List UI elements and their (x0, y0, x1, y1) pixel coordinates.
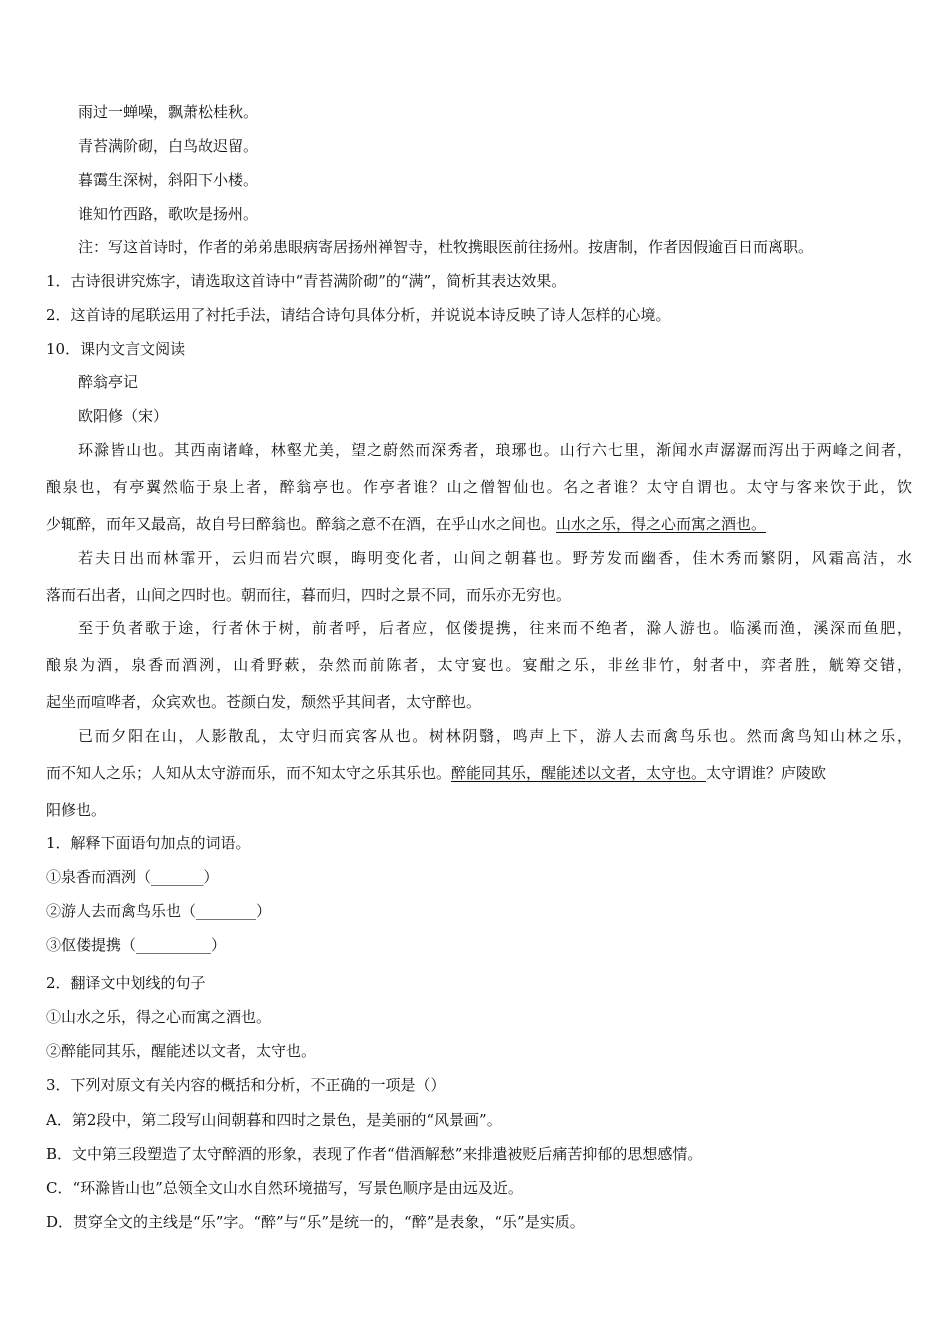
q10-question-3: 3．下列对原文有关内容的概括和分析，不正确的一项是（） (46, 1076, 446, 1094)
poem-line-1: 雨过一蝉噪，飘萧松桂秋。 (78, 103, 259, 121)
para1-line3-text: 少辄醉，而年又最高，故自号曰醉翁也。醉翁之意不在酒，在乎山水之间也。 (46, 515, 557, 533)
essay-title: 醉翁亭记 (78, 373, 139, 391)
underlined-sentence-1: 山水之乐，得之心而寓之酒也。 (556, 515, 767, 533)
para4-line1: 已而夕阳在山，人影散乱，太守归而宾客从也。树林阴翳，鸣声上下，游人去而禽鸟乐也。然而禽鸟知山林之乐， (78, 727, 912, 745)
para1-line1: 环滁皆山也。其西南诸峰，林壑尤美，望之蔚然而深秀者，琅琊也。山行六七里，渐闻水声潺潺而泻出于两峰之间者， (78, 441, 912, 459)
poem-line-2: 青苔满阶砌，白鸟故迟留。 (78, 137, 259, 155)
q10-question-1a: ①泉香而酒洌（_______） (46, 868, 219, 886)
para1-line3 (46, 513, 912, 535)
q10-question-2b: ②醉能同其乐，醒能述以文者，太守也。 (46, 1042, 317, 1060)
para4-line2-tail: 太守谓谁？庐陵欧 (706, 764, 827, 782)
q10-question-2: 2．翻译文中划线的句子 (46, 974, 206, 992)
underlined-sentence-2: 醉能同其乐，醒能述以文者，太守也。 (451, 764, 707, 782)
para3-line3: 起坐而喧哗者，众宾欢也。苍颜白发，颓然乎其间者，太守醉也。 (46, 693, 482, 711)
option-a: A．第2段中，第二段写山间朝暮和四时之景色，是美丽的“风景画”。 (46, 1111, 502, 1129)
q10-question-2a: ①山水之乐，得之心而寓之酒也。 (46, 1008, 272, 1026)
q9-question-1: 1．古诗很讲究炼字，请选取这首诗中“青苔满阶砌”的“满”，简析其表达效果。 (46, 272, 567, 290)
poem-note: 注：写这首诗时，作者的弟弟患眼病寄居扬州禅智寺，杜牧携眼医前往扬州。按唐制，作者因假逾百日而离职。 (78, 238, 814, 256)
option-b: B．文中第三段塑造了太守醉酒的形象，表现了作者“借酒解愁”来排遣被贬后痛苦抑郁的思想感情。 (46, 1145, 703, 1163)
poem-line-3: 暮霭生深树，斜阳下小楼。 (78, 171, 259, 189)
para4-line2 (46, 762, 912, 784)
q9-question-2: 2．这首诗的尾联运用了衬托手法，请结合诗句具体分析，并说说本诗反映了诗人怎样的心境。 (46, 306, 671, 324)
q10-heading: 10．课内文言文阅读 (46, 340, 186, 358)
q10-question-1b: ②游人去而禽鸟乐也（________） (46, 902, 272, 920)
q10-question-1: 1．解释下面语句加点的词语。 (46, 834, 251, 852)
para2-line1: 若夫日出而林霏开，云归而岩穴暝，晦明变化者，山间之朝暮也。野芳发而幽香，佳木秀而繁阴，风霜高洁，水 (78, 549, 912, 567)
option-c: C．“环滁皆山也”总领全文山水自然环境描写，写景色顺序是由远及近。 (46, 1179, 523, 1197)
para3-line2: 酿泉为酒，泉香而酒洌，山肴野蔌，杂然而前陈者，太守宴也。宴酣之乐，非丝非竹，射者中，弈者胜，觥筹交错， (46, 656, 912, 674)
para2-line2: 落而石出者，山间之四时也。朝而往，暮而归，四时之景不同，而乐亦无穷也。 (46, 586, 572, 604)
para4-line3: 阳修也。 (46, 801, 107, 819)
para1-line2: 酿泉也，有亭翼然临于泉上者，醉翁亭也。作亭者谁？山之僧智仙也。名之者谁？太守自谓也。太守与客来饮于此，饮 (46, 478, 912, 496)
para4-line2-text: 而不知人之乐；人知从太守游而乐，而不知太守之乐其乐也。 (46, 764, 452, 782)
q10-question-1c: ③伛偻提携（__________） (46, 936, 227, 954)
essay-author: 欧阳修（宋） (78, 407, 169, 425)
poem-line-4: 谁知竹西路，歌吹是扬州。 (78, 205, 259, 223)
para3-line1: 至于负者歌于途，行者休于树，前者呼，后者应，伛偻提携，往来而不绝者，滁人游也。临溪而渔，溪深而鱼肥， (78, 619, 912, 637)
option-d: D．贯穿全文的主线是“乐”字。“醉”与“乐”是统一的，“醉”是表象，“乐”是实质。 (46, 1213, 585, 1231)
